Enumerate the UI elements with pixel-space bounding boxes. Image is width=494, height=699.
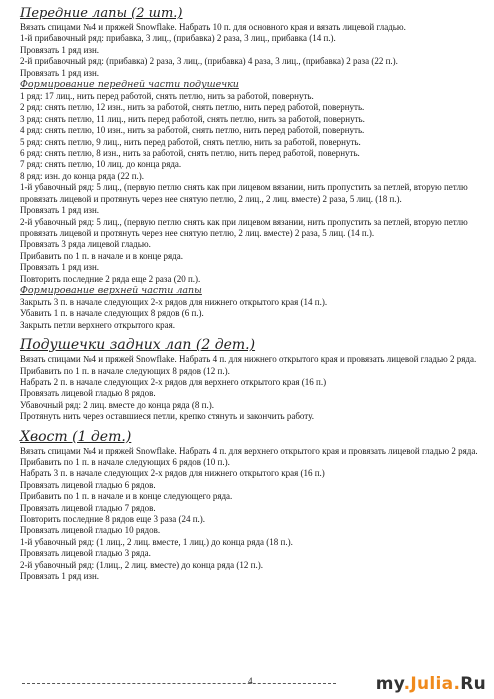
- text-line: Закрыть 3 п. в начале следующих 2-х рядов для нижнего открытого края (14 п.).: [20, 296, 328, 307]
- text-line: 1-й убавочный ряд: (1 лиц., 2 лиц. вместе, 1 лиц.) до конца ряда (18 п.).: [20, 536, 293, 547]
- text-line: 4 ряд: снять петлю, 10 изн., нить за работой, снять петлю, нить перед работой, повернуть.: [20, 125, 365, 136]
- text-line: Вязать спицами №4 и пряжей Snowflake. Набрать 4 п. для верхнего открытого края и провязать лицевой гладью 2 ряда.: [20, 445, 478, 456]
- text-line: Прибавить по 1 п. в начале следующих 6 рядов (10 п.).: [20, 457, 230, 467]
- text-line: 1 ряд: 17 лиц., нить перед работой, снять петлю, нить за работой, повернуть.: [20, 91, 314, 102]
- text-line: Провязать лицевой гладью 7 рядов.: [20, 502, 156, 513]
- section-title: Передние лапы (2 шт.): [20, 6, 183, 21]
- text-line: 2-й убавочный ряд: 5 лиц., (первую петлю снять как при лицевом вязании, нить пропустить за петлей, вторую петлю провязать лицевой и протянуть через нее снятую петлю, 2 лиц. вместе) 2 раза, 5 лиц. (14 п.).: [20, 216, 468, 238]
- text-line: Провязать лицевой гладью 10 рядов.: [20, 525, 161, 536]
- text-line: 1-й прибавочный ряд: прибавка, 3 лиц., (прибавка) 2 раза, 3 лиц., прибавка (14 п.).: [20, 33, 336, 44]
- text-line: 6 ряд: снять петлю, 8 изн., нить за работой, снять петлю, нить перед работой, повернуть.: [20, 148, 360, 159]
- document-page: [20, 6, 482, 582]
- text-line: Провязать 3 ряда лицевой гладью.: [20, 239, 151, 250]
- section-title: Подушечки задних лап (2 дет.): [20, 337, 256, 354]
- text-line: Провязать лицевой гладью 8 рядов.: [20, 388, 156, 399]
- text-line: 2-й прибавочный ряд: (прибавка) 2 раза, 3 лиц., (прибавка) 4 раза, 3 лиц., (прибавка) 2 раза (22 п.).: [20, 56, 398, 67]
- text-line: Убавить 1 п. в начале следующих 8 рядов (6 п.).: [20, 308, 204, 319]
- site-logo: my.Julia.Ru: [375, 674, 486, 694]
- subsection-title: Формирование передней части подушечки: [20, 79, 239, 91]
- text-line: 2-й убавочный ряд: (1лиц., 2 лиц. вместе) до конца ряда (12 п.).: [20, 559, 263, 570]
- text-line: 3 ряд: снять петлю, 11 лиц., нить перед работой, снять петлю, нить за работой, повернуть.: [20, 113, 365, 124]
- text-line: Повторить последние 2 ряда еще 2 раза (20 п.).: [20, 273, 201, 284]
- page-number: 4: [248, 676, 253, 686]
- text-line: 8 ряд: изн. до конца ряда (22 п.).: [20, 170, 145, 181]
- text-line: Протянуть нить через оставшиеся петли, крепко стянуть и закончить работу.: [20, 411, 314, 422]
- text-line: Провязать 1 ряд изн.: [20, 262, 100, 273]
- text-line: 7 ряд: снять петлю, 10 лиц. до конца ряда.: [20, 159, 182, 170]
- text-line: Прибавить по 1 п. в начале следующих 8 рядов (12 п.).: [20, 365, 230, 376]
- text-line: Повторить последние 8 рядов еще 3 раза (24 п.).: [20, 514, 206, 525]
- text-line: Провязать 1 ряд изн.: [20, 67, 100, 78]
- text-line: Вязать спицами №4 и пряжей Snowflake. Набрать 10 п. для основного края и вязать лицевой гладью.: [20, 22, 406, 32]
- text-line: Вязать спицами №4 и пряжей Snowflake. Набрать 4 п. для нижнего открытого края и провязать лицевой гладью 2 ряда.: [20, 354, 477, 365]
- text-line: Провязать 1 ряд изн.: [20, 571, 100, 582]
- section-tail: [20, 429, 482, 583]
- subsection-title: Формирование верхней части лапы: [20, 284, 202, 296]
- text-line: Провязать 1 ряд изн.: [20, 44, 100, 55]
- text-line: 2 ряд: снять петлю, 12 изн., нить за работой, снять петлю, нить перед работой, повернуть.: [20, 102, 365, 113]
- section-hind-paw-pads: [20, 337, 482, 422]
- text-line: 5 ряд: снять петлю, 9 лиц., нить перед работой, снять петлю, нить за работой, повернуть.: [20, 136, 361, 147]
- text-line: Провязать лицевой гладью 6 рядов.: [20, 479, 156, 490]
- text-line: Прибавить по 1 п. в начале и в конце следующего ряда.: [20, 491, 233, 502]
- text-line: Провязать лицевой гладью 3 ряда.: [20, 548, 151, 559]
- section-title: Хвост (1 дет.): [20, 428, 132, 445]
- text-line: Закрыть петли верхнего открытого края.: [20, 319, 176, 330]
- text-line: Провязать 1 ряд изн.: [20, 205, 100, 216]
- text-line: Убавочный ряд: 2 лиц. вместе до конца ряда (8 п.).: [20, 399, 214, 410]
- page-footer: [22, 676, 486, 694]
- footer-divider: [22, 683, 336, 684]
- text-line: 1-й убавочный ряд: 5 лиц., (первую петлю снять как при лицевом вязании, нить пропустить за петлей, вторую петлю провязать лицевой и протянуть через нее снятую петлю, 2 лиц., 2 лиц. вместе) 2 раза, 5 лиц. (18 п.).: [20, 182, 468, 204]
- section-front-paws: [20, 6, 482, 331]
- text-line: Набрать 2 п. в начале следующих 2-х рядов для верхнего открытого края (16 п.): [20, 376, 327, 387]
- text-line: Набрать 3 п. в начале следующих 2-х рядов для нижнего открытого края (16 п.): [20, 468, 325, 479]
- text-line: Прибавить по 1 п. в начале и в конце ряда.: [20, 250, 183, 261]
